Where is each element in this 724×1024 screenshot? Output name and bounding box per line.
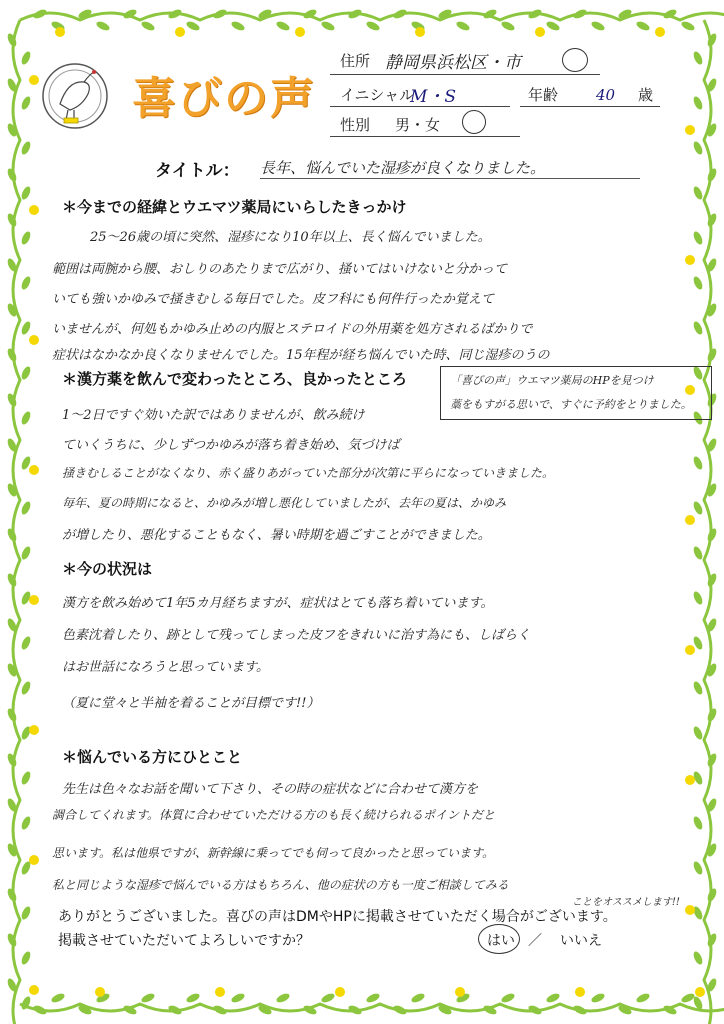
leaf-icon bbox=[706, 167, 718, 183]
initial-label: イニシャル bbox=[340, 86, 415, 104]
leaf-icon bbox=[410, 992, 426, 1004]
consent-no: いいえ bbox=[560, 933, 602, 949]
yellow-dot-icon bbox=[175, 27, 185, 37]
consent-yes: はい bbox=[487, 933, 515, 949]
section-changes-line: ていくうちに、少しずつかゆみが落ち着き始め、気づけば bbox=[62, 438, 400, 453]
leaf-icon bbox=[185, 20, 201, 32]
yellow-dot-icon bbox=[29, 985, 39, 995]
section-advice-line: ことをオススメします!! bbox=[572, 897, 680, 908]
boxed-note-line: 「喜びの声」ウエマツ薬局のHPを見つけ bbox=[450, 374, 654, 387]
age-value: 40 bbox=[596, 86, 616, 104]
leaf-icon bbox=[500, 992, 516, 1004]
leaf-icon bbox=[140, 20, 156, 32]
leaf-icon bbox=[692, 815, 704, 831]
leaf-icon bbox=[20, 770, 32, 786]
footer-question: 掲載させていただいてよろしいですか？ bbox=[58, 933, 310, 949]
leaf-icon bbox=[692, 140, 704, 156]
yellow-dot-icon bbox=[455, 987, 465, 997]
leaf-icon bbox=[680, 992, 696, 1004]
yellow-dot-icon bbox=[29, 335, 39, 345]
yellow-dot-icon bbox=[29, 725, 39, 735]
section-history-line: 25～26歳の頃に突然、湿疹になり10年以上、長く悩んでいました。 bbox=[90, 230, 491, 245]
leaf-icon bbox=[6, 887, 18, 903]
leaf-icon bbox=[20, 635, 32, 651]
section-changes-line: 毎年、夏の時期になると、かゆみが増し悪化していましたが、去年の夏は、かゆみ bbox=[62, 496, 507, 510]
leaf-icon bbox=[392, 8, 408, 20]
section-advice-line: 調合してくれます。体質に合わせていただける方のも長く続けられるポイントだと bbox=[52, 808, 496, 822]
leaf-icon bbox=[20, 950, 32, 966]
leaf-icon bbox=[692, 680, 704, 696]
yellow-dot-icon bbox=[29, 465, 39, 475]
section-status-line: はお世話になろうと思っています。 bbox=[62, 660, 269, 675]
yellow-dot-icon bbox=[685, 645, 695, 655]
yellow-dot-icon bbox=[685, 255, 695, 265]
leaf-icon bbox=[692, 275, 704, 291]
leaf-icon bbox=[347, 1004, 363, 1016]
section-changes-line: 掻きむしることがなくなり、赤く盛りあがっていた部分が次第に平らになっていきました。 bbox=[62, 466, 555, 480]
section-advice-line: 私と同じような湿疹で悩んでいる方はもちろん、他の症状の方も一度ご相談してみる bbox=[52, 878, 509, 892]
leaf-icon bbox=[455, 20, 471, 32]
age-label: 年齢 bbox=[528, 86, 559, 104]
age-underline bbox=[520, 106, 660, 107]
leaf-icon bbox=[20, 815, 32, 831]
yellow-dot-icon bbox=[685, 905, 695, 915]
section-status-heading: ＊今の状況は bbox=[62, 560, 153, 578]
boxed-note-line: 藁をもすがる思いで、すぐに予約をとりました。 bbox=[450, 398, 692, 411]
leaf-icon bbox=[692, 95, 704, 111]
leaf-icon bbox=[590, 992, 606, 1004]
title-value: 長年、悩んでいた湿疹が良くなりました。 bbox=[260, 157, 640, 179]
section-changes-line: が増したり、悪化することもなく、暑い時期を過ごすことができました。 bbox=[62, 528, 491, 543]
leaf-icon bbox=[692, 860, 704, 876]
section-changes-heading: ＊漢方薬を飲んで変わったところ、良かったところ bbox=[62, 370, 407, 388]
leaf-icon bbox=[692, 230, 704, 246]
leaf-icon bbox=[347, 8, 363, 20]
leaf-icon bbox=[20, 275, 32, 291]
leaf-icon bbox=[230, 992, 246, 1004]
yellow-dot-icon bbox=[535, 27, 545, 37]
yellow-dot-icon bbox=[295, 27, 305, 37]
vine-stem bbox=[704, 20, 711, 1024]
yellow-dot-icon bbox=[335, 987, 345, 997]
yellow-dot-icon bbox=[29, 855, 39, 865]
leaf-icon bbox=[20, 95, 32, 111]
leaf-icon bbox=[20, 365, 32, 381]
leaf-icon bbox=[20, 50, 32, 66]
leaf-icon bbox=[692, 455, 704, 471]
gender-underline bbox=[330, 136, 520, 137]
leaf-icon bbox=[320, 992, 336, 1004]
leaf-icon bbox=[167, 1004, 183, 1016]
leaf-icon bbox=[706, 347, 718, 363]
gender-label: 性別 bbox=[340, 116, 371, 134]
leaf-icon bbox=[275, 992, 291, 1004]
section-status-line: 漢方を飲み始めて1年5カ月経ちますが、症状はとても落ち着いています。 bbox=[62, 596, 494, 611]
section-history-line: 症状はなかなか良くなりませんでした。15年程が経ち悩んでいた時、同じ湿疹のうの bbox=[52, 348, 550, 363]
title-label: タイトル： bbox=[155, 161, 240, 181]
section-changes-line: 1～2日ですぐ効いた訳ではありませんが、飲み続け bbox=[62, 408, 365, 423]
address-label: 住所 bbox=[340, 52, 371, 70]
leaf-icon bbox=[20, 410, 32, 426]
leaf-icon bbox=[320, 20, 336, 32]
leaf-icon bbox=[167, 8, 183, 20]
section-history-line: いませんが、何処もかゆみ止めの内服とステロイドの外用薬を処方されるばかりで bbox=[52, 322, 533, 337]
gender-options: 男・女 bbox=[395, 116, 441, 134]
consent-slash: ／ bbox=[528, 933, 542, 949]
section-advice-line: 思います。私は他県ですが、新幹線に乗ってでも伺って良かったと思っています。 bbox=[52, 846, 495, 860]
section-advice-line: 先生は色々なお話を聞いて下さり、その時の症状などに合わせて漢方を bbox=[62, 782, 479, 797]
leaf-icon bbox=[590, 20, 606, 32]
yellow-dot-icon bbox=[215, 987, 225, 997]
leaf-icon bbox=[572, 1004, 588, 1016]
leaf-icon bbox=[692, 320, 704, 336]
leaf-icon bbox=[230, 20, 246, 32]
leaf-icon bbox=[692, 545, 704, 561]
initial-value: M・S bbox=[410, 87, 457, 107]
leaf-icon bbox=[212, 8, 228, 20]
leaf-icon bbox=[680, 20, 696, 32]
leaf-icon bbox=[692, 50, 704, 66]
section-history-line: いても強いかゆみで掻きむしる毎日でした。皮フ科にも何件行ったか覚えて bbox=[52, 292, 495, 307]
leaf-icon bbox=[20, 500, 32, 516]
address-underline bbox=[330, 74, 600, 75]
leaf-icon bbox=[635, 20, 651, 32]
yellow-dot-icon bbox=[655, 27, 665, 37]
leaf-icon bbox=[500, 20, 516, 32]
leaf-icon bbox=[706, 527, 718, 543]
leaf-icon bbox=[365, 20, 381, 32]
leaf-icon bbox=[20, 320, 32, 336]
leaf-icon bbox=[212, 1004, 228, 1016]
yellow-dot-icon bbox=[29, 75, 39, 85]
leaf-icon bbox=[635, 992, 651, 1004]
leaf-icon bbox=[20, 230, 32, 246]
leaf-icon bbox=[692, 590, 704, 606]
leaf-icon bbox=[20, 545, 32, 561]
yellow-dot-icon bbox=[29, 595, 39, 605]
yellow-dot-icon bbox=[95, 987, 105, 997]
leaf-icon bbox=[50, 992, 66, 1004]
leaf-icon bbox=[20, 140, 32, 156]
crane-logo-icon bbox=[40, 60, 110, 132]
leaf-icon bbox=[185, 992, 201, 1004]
yellow-dot-icon bbox=[685, 125, 695, 135]
section-history-heading: ＊今までの経緯とウエマツ薬局にいらしたきっかけ bbox=[62, 198, 407, 216]
leaf-icon bbox=[6, 167, 18, 183]
section-advice-heading: ＊悩んでいる方にひとこと bbox=[62, 748, 243, 766]
leaf-icon bbox=[20, 185, 32, 201]
yellow-dot-icon bbox=[29, 205, 39, 215]
leaf-icon bbox=[20, 680, 32, 696]
leaf-icon bbox=[572, 8, 588, 20]
leaf-icon bbox=[32, 1004, 48, 1016]
section-status-line: 色素沈着したり、跡として残ってしまった皮フをきれいに治す為にも、しばらく bbox=[62, 628, 531, 643]
leaf-icon bbox=[95, 20, 111, 32]
section-status-line: （夏に堂々と半袖を着ることが目標です!!） bbox=[62, 696, 320, 711]
yellow-dot-icon bbox=[55, 27, 65, 37]
vine-stem bbox=[13, 20, 20, 1024]
leaf-icon bbox=[706, 887, 718, 903]
leaf-icon bbox=[527, 8, 543, 20]
page-title: 喜びの声 bbox=[132, 73, 316, 124]
leaf-icon bbox=[692, 950, 704, 966]
initial-underline bbox=[330, 106, 510, 107]
leaf-icon bbox=[32, 8, 48, 20]
leaf-icon bbox=[692, 185, 704, 201]
leaf-icon bbox=[706, 707, 718, 723]
yellow-dot-icon bbox=[685, 515, 695, 525]
yellow-dot-icon bbox=[695, 987, 705, 997]
leaf-icon bbox=[365, 992, 381, 1004]
leaf-icon bbox=[692, 725, 704, 741]
city-circle bbox=[562, 48, 588, 72]
leaf-icon bbox=[275, 20, 291, 32]
leaf-icon bbox=[545, 992, 561, 1004]
leaf-icon bbox=[545, 20, 561, 32]
yellow-dot-icon bbox=[685, 775, 695, 785]
section-history-line: 範囲は両腕から腰、おしりのあたりまで広がり、掻いてはいけないと分かって bbox=[52, 262, 508, 277]
gender-female-circle bbox=[462, 110, 486, 134]
yellow-dot-icon bbox=[415, 27, 425, 37]
leaf-icon bbox=[6, 527, 18, 543]
leaf-icon bbox=[6, 347, 18, 363]
age-unit: 歳 bbox=[638, 86, 654, 104]
yellow-dot-icon bbox=[575, 987, 585, 997]
leaf-icon bbox=[392, 1004, 408, 1016]
address-value: 静岡県浜松区・市 bbox=[385, 53, 521, 73]
leaf-icon bbox=[20, 905, 32, 921]
leaf-icon bbox=[140, 992, 156, 1004]
leaf-icon bbox=[6, 707, 18, 723]
consent-yes-circle bbox=[478, 924, 520, 954]
leaf-icon bbox=[527, 1004, 543, 1016]
footer-notice: ありがとうございました。喜びの声はDMやHPに掲載させていただく場合がございます。 bbox=[58, 909, 617, 925]
leaf-icon bbox=[692, 500, 704, 516]
